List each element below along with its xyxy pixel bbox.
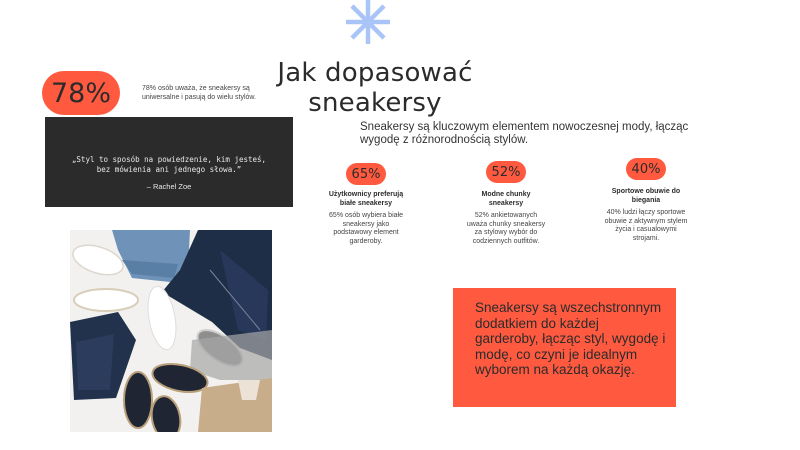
hero-stat-note: 78% osób uważa, że sneakersy są uniwersalne i pasują do wielu stylów. <box>142 85 257 101</box>
stat-description: 40% ludzi łączy sportowe obuwie z aktywnym stylem życia i casualowymi strojami. <box>604 209 688 242</box>
quote-text: „Styl to sposób na powiedzenie, kim jesteś, bez mówienia ani jednego słowa.” <box>71 155 267 174</box>
sneakers-photo <box>70 230 272 432</box>
stat-column-3 <box>604 158 688 243</box>
stat-heading: Sportowe obuwie do biegania <box>611 188 681 204</box>
quote-box <box>45 117 293 207</box>
summary-text: Sneakersy są wszechstronnym dodatkiem do każdej garderoby, łącząc styl, wygodę i modę, co czyni je idealnym wyborem na każdą okazję. <box>475 300 666 377</box>
stat-column-1 <box>324 163 408 246</box>
stat-description: 52% ankietowanych uważa chunky sneakersy za stylowy wybór do codziennych outfitów. <box>466 212 546 245</box>
intro-text: Sneakersy są kluczowym elementem nowoczesnej mody, łącząc wygodę z różnorodnością stylów. <box>360 121 689 146</box>
stat-badge: 40% <box>626 158 666 180</box>
stat-badge: 65% <box>346 163 386 185</box>
quote-author: – Rachel Zoe <box>146 182 192 191</box>
stat-description: 65% osób wybiera białe sneakersy jako podstawowy element garderoby. <box>329 212 403 245</box>
stat-badge: 52% <box>486 161 526 183</box>
asterisk-icon <box>344 0 392 44</box>
hero-stat-badge: 78% <box>42 71 120 115</box>
stat-heading: Modne chunky sneakersy <box>481 191 531 207</box>
title-line-2: sneakersy <box>308 88 442 118</box>
summary-box <box>453 288 676 407</box>
stat-heading: Użytkownicy preferują białe sneakersy <box>328 191 404 207</box>
title-line-1: Jak dopasować <box>277 58 473 88</box>
page-title <box>270 58 480 118</box>
stat-column-2 <box>464 161 548 246</box>
